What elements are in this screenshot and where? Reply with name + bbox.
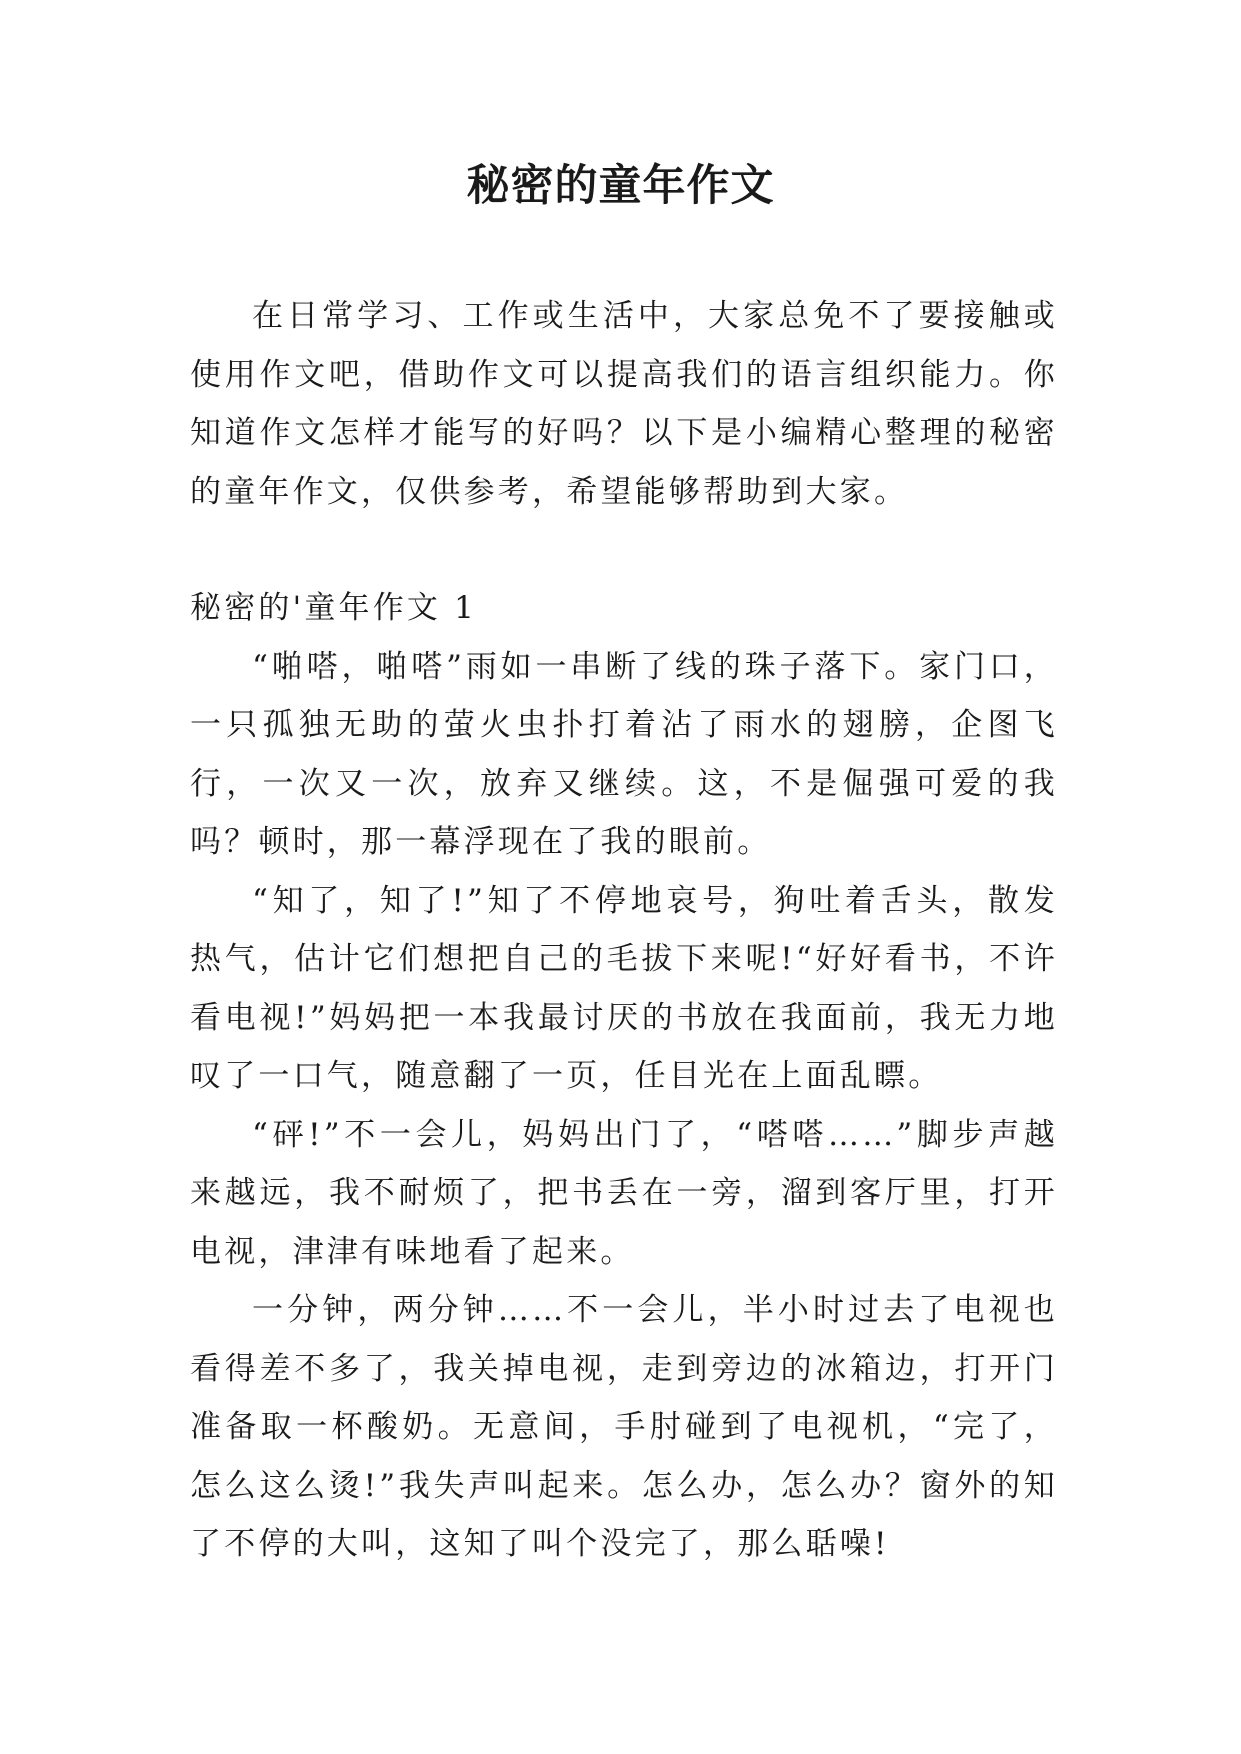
section-heading: 秘密的'童年作文 1 bbox=[190, 590, 478, 626]
document-title: 秘密的童年作文 bbox=[466, 161, 775, 211]
body-paragraph: “知了，知了!”知了不停地哀号，狗吐着舌头，散发热气，估计它们想把自己的毛拔下来呢!“好好看书，不许看电视!”妈妈把一本我最讨厌的书放在我面前，我无力地叹了一口气，随意翻了一页，任目光在上面乱瞟。 bbox=[190, 882, 1058, 1094]
body-paragraph: “啪嗒，啪嗒”雨如一串断了线的珠子落下。家门口，一只孤独无助的萤火虫扑打着沾了雨水的翅膀，企图飞行，一次又一次，放弃又继续。这，不是倔强可爱的我吗？顿时，那一幕浮现在了我的眼前。 bbox=[190, 648, 1058, 860]
body-paragraph: “砰!”不一会儿，妈妈出门了，“嗒嗒……”脚步声越来越远，我不耐烦了，把书丢在一旁，溜到客厅里，打开电视，津津有味地看了起来。 bbox=[190, 1116, 1058, 1270]
intro-paragraph: 在日常学习、工作或生活中，大家总免不了要接触或使用作文吧，借助作文可以提高我们的语言组织能力。你知道作文怎样才能写的好吗？以下是小编精心整理的秘密的童年作文，仅供参考，希望能够帮助到大家。 bbox=[190, 298, 1058, 510]
body-paragraph: 一分钟，两分钟……不一会儿，半小时过去了电视也看得差不多了，我关掉电视，走到旁边的冰箱边，打开门准备取一杯酸奶。无意间，手肘碰到了电视机，“完了，怎么这么烫!”我失声叫起来。怎么办，怎么办？窗外的知了不停的大叫，这知了叫个没完了，那么聒噪! bbox=[190, 1292, 1058, 1562]
document-body bbox=[190, 287, 1058, 1574]
